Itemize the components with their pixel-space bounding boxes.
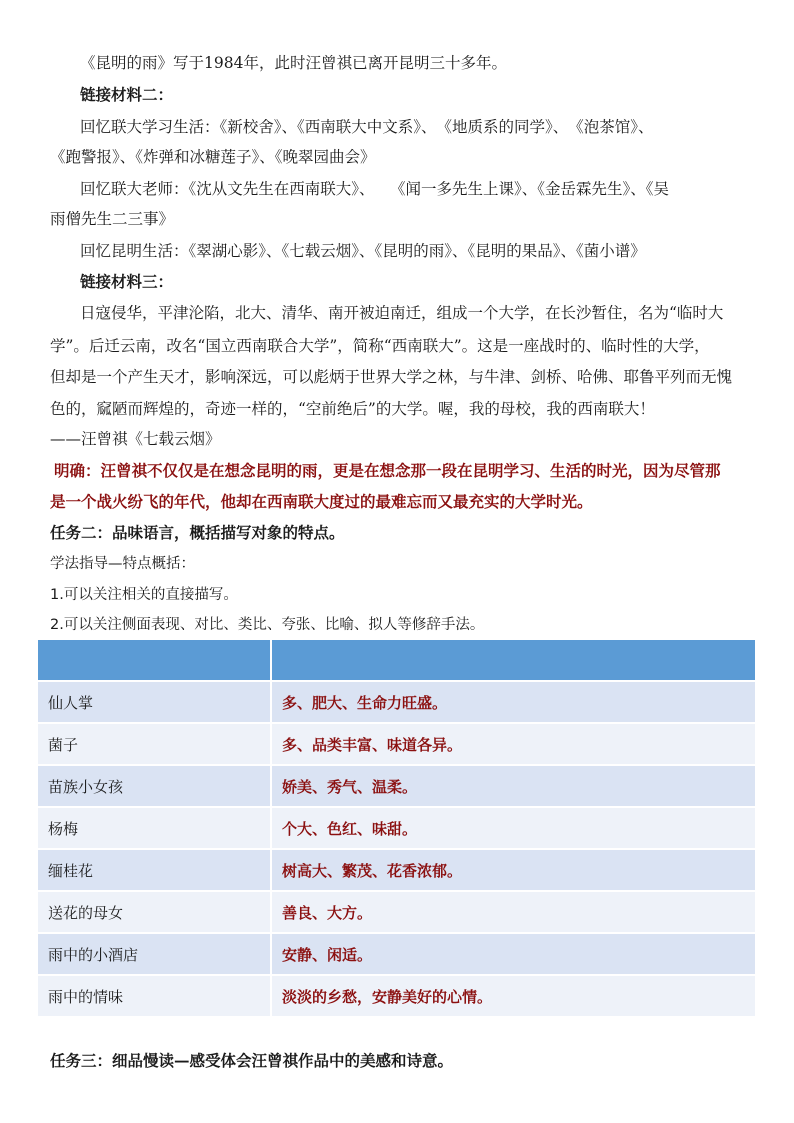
- material-three-line-2: 学”。后迁云南，改名“国立西南联合大学”，简称“西南联大”。这是一座战时的、临时性的大学，: [50, 337, 710, 355]
- material-three-line-4: 色的，窳陋而辉煌的，奇迹一样的，“空前绝后”的大学。喔，我的母校，我的西南联大！: [50, 400, 655, 418]
- feature-cell: 树高大、繁茂、花香浓郁。: [271, 849, 755, 891]
- table-header-cell: [271, 640, 755, 681]
- conclusion-line-1: 明确：汪曾祺不仅仅是在想念昆明的雨，更是在想念那一段在昆明学习、生活的时光，因为尽管那: [54, 461, 721, 480]
- feature-cell: 善良、大方。: [271, 891, 755, 933]
- object-cell: 缅桂花: [38, 849, 271, 891]
- object-cell: 雨中的情味: [38, 975, 271, 1017]
- intro-paragraph: 《昆明的雨》写于1984年，此时汪曾祺已离开昆明三十多年。: [80, 54, 507, 72]
- feature-cell: 个大、色红、味甜。: [271, 807, 755, 849]
- table-row: [38, 975, 755, 1017]
- feature-cell: 多、肥大、生命力旺盛。: [271, 681, 755, 723]
- feature-cell: 安静、闲适。: [271, 933, 755, 975]
- table-row: [38, 849, 755, 891]
- material-three-heading: 链接材料三：: [80, 272, 174, 291]
- object-cell: 送花的母女: [38, 891, 271, 933]
- table-row: [38, 933, 755, 975]
- material-three-line-3: 但却是一个产生天才，影响深远，可以彪炳于世界大学之林，与牛津、剑桥、哈佛、耶鲁平列而无愧: [50, 368, 733, 386]
- table-row: [38, 807, 755, 849]
- material-three-line-1: 日寇侵华，平津沦陷，北大、清华、南开被迫南迁，组成一个大学，在长沙暂住，名为“临时大: [80, 304, 724, 322]
- task-two-heading: 任务二：品味语言，概括描写对象的特点。: [50, 523, 345, 542]
- feature-cell: 多、品类丰富、味道各异。: [271, 723, 755, 765]
- table-row: [38, 681, 755, 723]
- material-two-teachers-line-1: 回忆联大老师：《沈从文先生在西南联大》、 《闻一多先生上课》、《金岳霖先生》、《吴: [80, 180, 670, 198]
- table-row: [38, 765, 755, 807]
- method-tip-2: 2.可以关注侧面表现、对比、类比、夸张、比喻、拟人等修辞手法。: [50, 617, 485, 633]
- material-two-study-line-2: 《跑警报》、《炸弹和冰糖莲子》、《晚翠园曲会》: [50, 148, 376, 166]
- material-two-teachers-line-2: 雨僧先生二三事》: [50, 210, 175, 228]
- table-row: [38, 891, 755, 933]
- feature-cell: 娇美、秀气、温柔。: [271, 765, 755, 807]
- material-two-study-line-1: 回忆联大学习生活：《新校舍》、《西南联大中文系》、 《地质系的同学》、 《泡茶馆》、: [80, 118, 654, 136]
- material-three-source: ——汪曾祺《七载云烟》: [50, 430, 221, 448]
- material-two-heading: 链接材料二：: [80, 85, 174, 104]
- table-row: [38, 723, 755, 765]
- object-cell: 杨梅: [38, 807, 271, 849]
- method-tip-1: 1.可以关注相关的直接描写。: [50, 587, 238, 603]
- method-guide-heading: 学法指导—特点概括：: [50, 556, 195, 572]
- feature-cell: 淡淡的乡愁，安静美好的心情。: [271, 975, 755, 1017]
- object-cell: 仙人掌: [38, 681, 271, 723]
- features-table: [38, 640, 755, 1018]
- task-three-heading: 任务三：细品慢读—感受体会汪曾祺作品中的美感和诗意。: [50, 1051, 454, 1070]
- object-cell: 菌子: [38, 723, 271, 765]
- table-header-row: [38, 640, 755, 681]
- object-cell: 苗族小女孩: [38, 765, 271, 807]
- table-header-cell: [38, 640, 271, 681]
- material-two-life-line: 回忆昆明生活：《翠湖心影》、《七载云烟》、《昆明的雨》、《昆明的果品》、《菌小谱》: [80, 242, 646, 260]
- conclusion-line-2: 是一个战火纷飞的年代，他却在西南联大度过的最难忘而又最充实的大学时光。: [50, 492, 593, 511]
- object-cell: 雨中的小酒店: [38, 933, 271, 975]
